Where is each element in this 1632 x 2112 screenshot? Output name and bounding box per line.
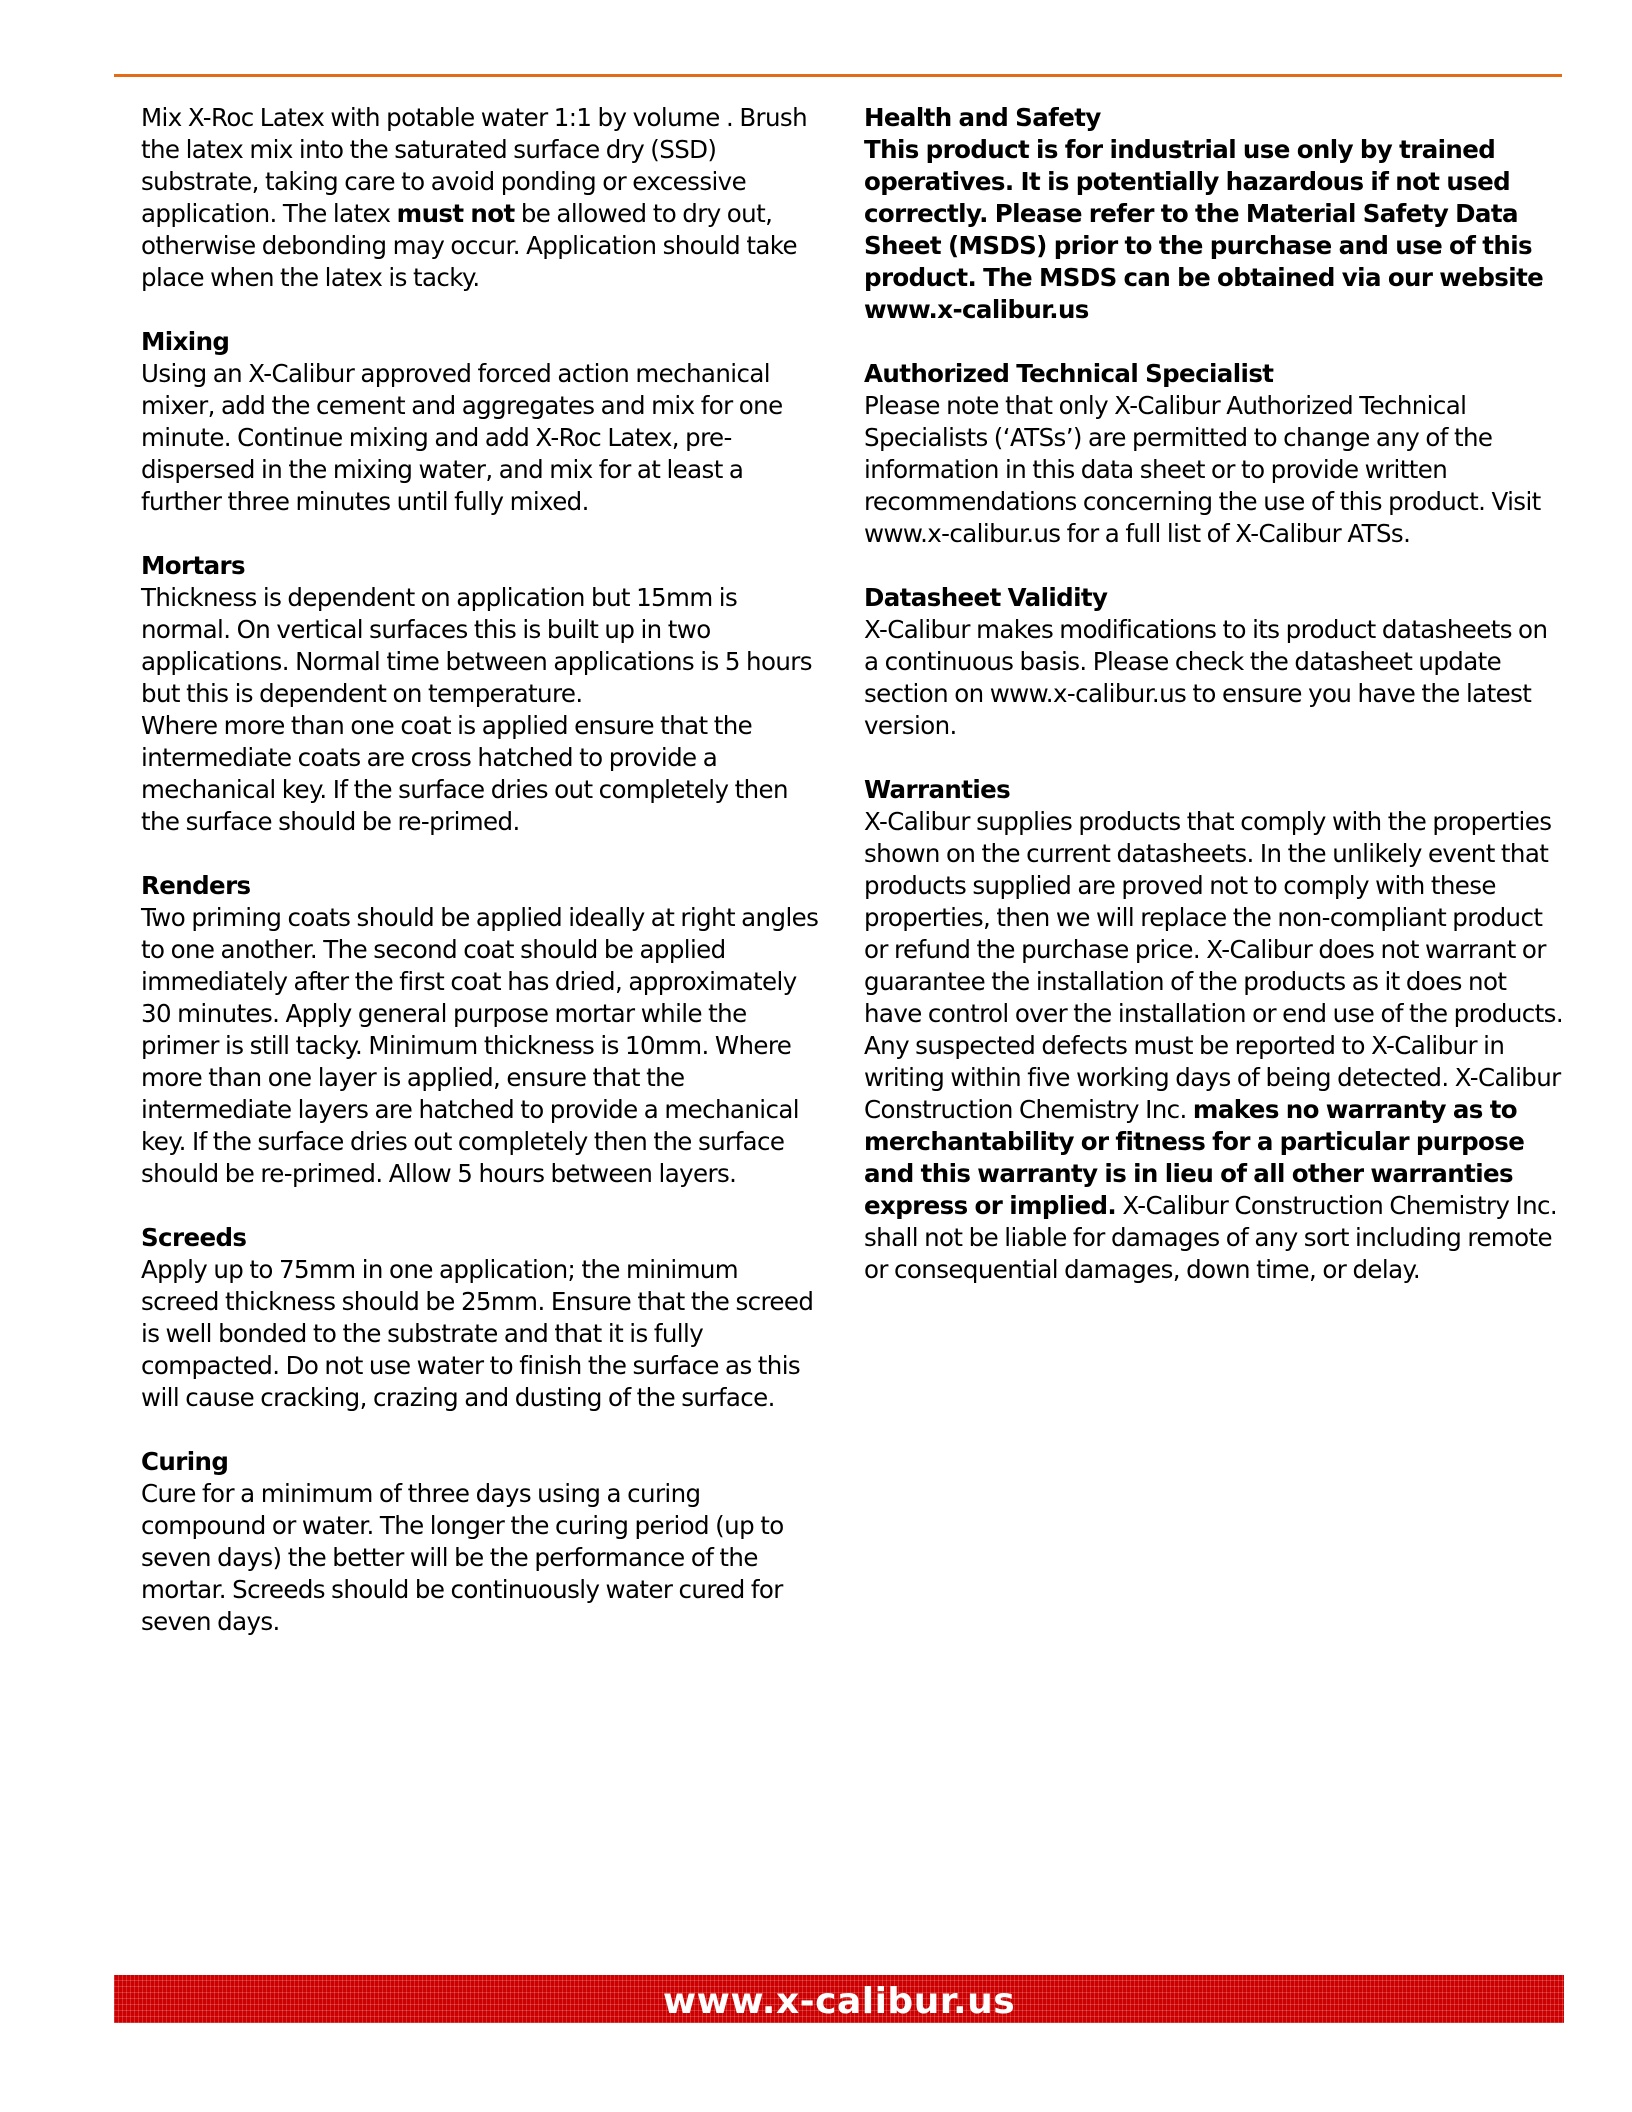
intro-section bbox=[141, 102, 821, 294]
intro-paragraph: Mix X-Roc Latex with potable water 1:1 by volume . Brush the latex mix into the saturated surface dry (SSD) substrate, taking care to avoid ponding or excessive application. The latex must not be allowed to dry out, otherwise debonding may occur. Application should take place when the latex is tacky. bbox=[141, 103, 808, 292]
ats-section bbox=[864, 358, 1564, 550]
warranties-section bbox=[864, 774, 1564, 1286]
ats-body: Please note that only X-Calibur Authorized Technical Specialists (‘ATSs’) are permitted to change any of the information in this data sheet or to provide written recommendations concerning the use of this product. Visit www.x-calibur.us for a full list of X-Calibur ATSs. bbox=[864, 391, 1541, 548]
datasheet-validity-heading: Datasheet Validity bbox=[864, 583, 1108, 612]
warranties-body: X-Calibur supplies products that comply with the properties shown on the current datasheets. In the unlikely event that products supplied are proved not to comply with these properties, then we will replace the non-compliant product or refund the purchase price. X-Calibur does not warrant or guarantee the installation of the products as it does not have control over the installation or end use of the products. Any suspected defects must be reported to X-Calibur in writing within five working days of being detected. X-Calibur Construction Chemistry Inc. makes no warranty as to merchantability or fitness for a particular purpose and this warranty is in lieu of all other warranties express or implied. X-Calibur Construction Chemistry Inc. shall not be liable for damages of any sort including remote or consequential damages, down time, or delay. bbox=[864, 807, 1564, 1284]
top-divider-rule bbox=[114, 74, 1562, 77]
right-column bbox=[864, 102, 1564, 1318]
datasheet-validity-section bbox=[864, 582, 1564, 742]
mixing-heading: Mixing bbox=[141, 327, 230, 356]
curing-heading: Curing bbox=[141, 1447, 229, 1476]
renders-body: Two priming coats should be applied ideally at right angles to one another. The second coat should be applied immediately after the first coat has dried, approximately 30 minutes. Apply general purpose mortar while the primer is still tacky. Minimum thickness is 10mm. Where more than one layer is applied, ensure that the intermediate layers are hatched to provide a mechanical key. If the surface dries out completely then the surface should be re-primed. Allow 5 hours between layers. bbox=[141, 903, 819, 1188]
mortars-section bbox=[141, 550, 821, 838]
emphasis-must-not: must not bbox=[396, 199, 515, 228]
curing-section bbox=[141, 1446, 821, 1638]
health-safety-section bbox=[864, 102, 1564, 326]
screeds-body: Apply up to 75mm in one application; the minimum screed thickness should be 25mm. Ensure that the screed is well bonded to the substrate and that it is fully compacted. Do not use water to finish the surface as this will cause cracking, crazing and dusting of the surface. bbox=[141, 1255, 814, 1412]
datasheet-validity-body: X-Calibur makes modifications to its product datasheets on a continuous basis. Please check the datasheet update section on www.x-calibur.us to ensure you have the latest version. bbox=[864, 615, 1548, 740]
mortars-body-2: Where more than one coat is applied ensure that the intermediate coats are cross hatched to provide a mechanical key. If the surface dries out completely then the surface should be re-primed. bbox=[141, 711, 788, 836]
screeds-heading: Screeds bbox=[141, 1223, 247, 1252]
mixing-body: Using an X-Calibur approved forced action mechanical mixer, add the cement and aggregates and mix for one minute. Continue mixing and add X-Roc Latex, pre-dispersed in the mixing water, and mix for at least a further three minutes until fully mixed. bbox=[141, 359, 783, 516]
footer-band bbox=[114, 1975, 1564, 2023]
ats-heading: Authorized Technical Specialist bbox=[864, 359, 1274, 388]
health-safety-heading: Health and Safety bbox=[864, 103, 1101, 132]
footer-website-link[interactable]: www.x-calibur.us bbox=[662, 1981, 1016, 2022]
warranty-disclaimer-bold: makes no warranty as to merchantability or fitness for a particular purpose and this warranty is in lieu of all other warranties express or implied. bbox=[864, 1095, 1525, 1220]
mortars-heading: Mortars bbox=[141, 551, 246, 580]
renders-section bbox=[141, 870, 821, 1190]
health-safety-body: This product is for industrial use only by trained operatives. It is potentially hazardous if not used correctly. Please refer to the Material Safety Data Sheet (MSDS) prior to the purchase and use of this product. The MSDS can be obtained via our website www.x-calibur.us bbox=[864, 135, 1544, 324]
curing-body: Cure for a minimum of three days using a curing compound or water. The longer the curing period (up to seven days) the better will be the performance of the mortar. Screeds should be continuously water cured for seven days. bbox=[141, 1479, 784, 1636]
mortars-body-1: Thickness is dependent on application but 15mm is normal. On vertical surfaces this is built up in two applications. Normal time between applications is 5 hours but this is dependent on temperature. bbox=[141, 583, 812, 708]
renders-heading: Renders bbox=[141, 871, 251, 900]
warranties-heading: Warranties bbox=[864, 775, 1011, 804]
screeds-section bbox=[141, 1222, 821, 1414]
mixing-section bbox=[141, 326, 821, 518]
left-column bbox=[141, 102, 821, 1670]
